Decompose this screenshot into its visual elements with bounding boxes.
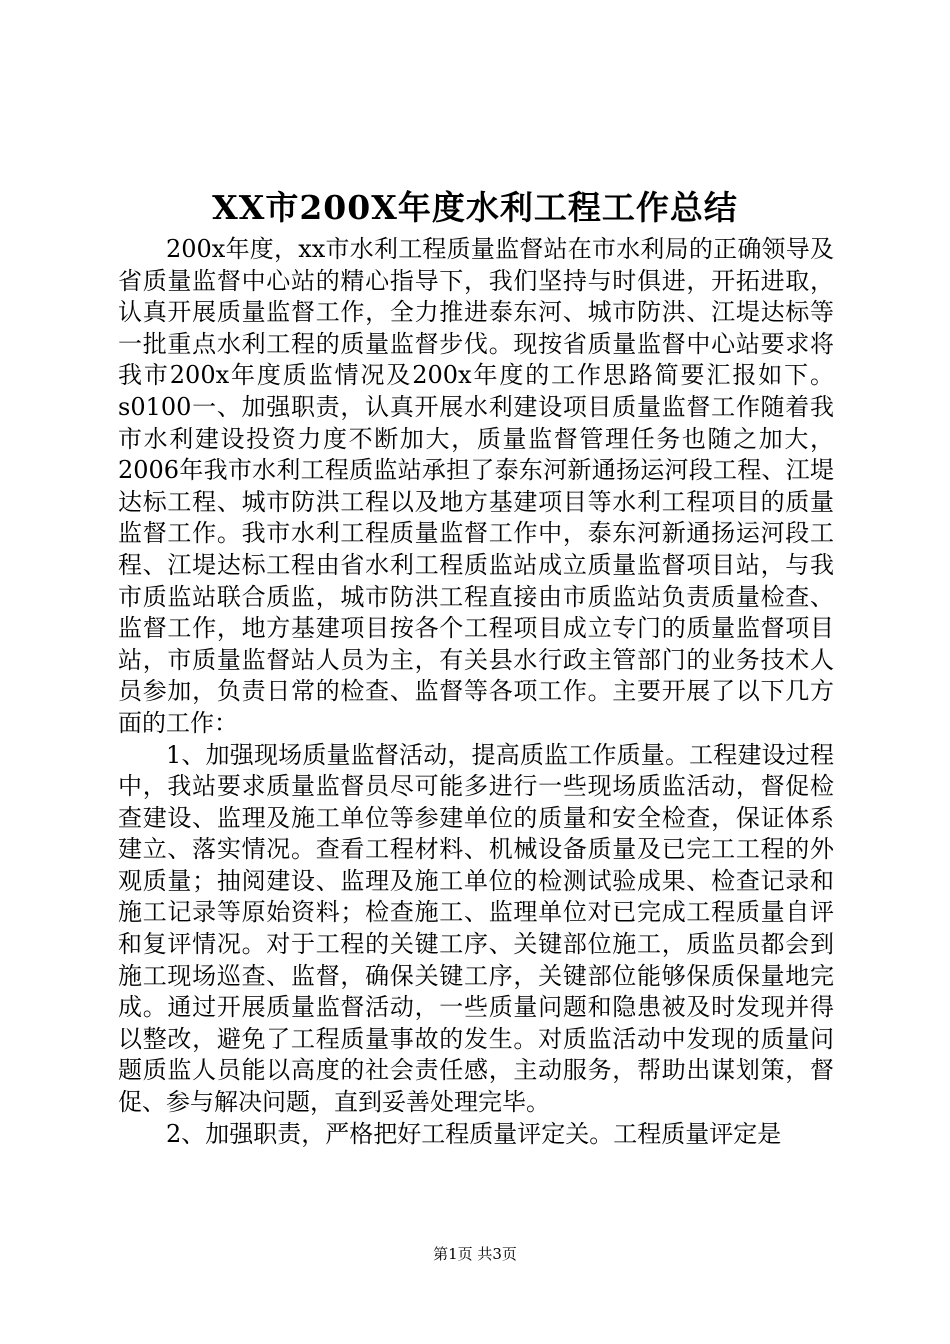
paragraph-intro: 200x年度，xx市水利工程质量监督站在市水利局的正确领导及省质量监督中心站的精心指导下，我们坚持与时俱进，开拓进取，认真开展质量监督工作，全力推进泰东河、城市防洪、江堤达标等一批重点水利工程的质量监督步伐。现按省质量监督中心站要求将我市200x年度质监情况及200x年度的工作思路简要汇报如下。s0100一、加强职责，认真开展水利建设项目质量监督工作随着我市水利建设投资力度不断加大，质量监督管理任务也随之加大，2006年我市水利工程质监站承担了泰东河新通扬运河段工程、江堤达标工程、城市防洪工程以及地方基建项目等水利工程项目的质量监督工作。我市水利工程质量监督工作中，泰东河新通扬运河段工程、江堤达标工程由省水利工程质监站成立质量监督项目站，与我市质监站联合质监，城市防洪工程直接由市质监站负责质量检查、监督工作，地方基建项目按各个工程项目成立专门的质量监督项目站，市质量监督站人员为主，有关县水行政主管部门的业务技术人员参加，负责日常的检查、监督等各项工作。主要开展了以下几方面的工作： — [118, 235, 834, 737]
paragraph-item-2: 2、加强职责，严格把好工程质量评定关。工程质量评定是 — [166, 1119, 782, 1148]
page-number: 第1页 共3页 — [433, 1245, 517, 1263]
document-body — [118, 234, 834, 1150]
document-title: XX市200X年度水利工程工作总结 — [212, 188, 738, 227]
paragraph-item-1: 1、加强现场质量监督活动，提高质监工作质量。工程建设过程中，我站要求质量监督员尽可能多进行一些现场质监活动，督促检查建设、监理及施工单位等参建单位的质量和安全检查，保证体系建立、落实情况。查看工程材料、机械设备质量及已完工工程的外观质量；抽阅建设、监理及施工单位的检测试验成果、检查记录和施工记录等原始资料；检查施工、监理单位对已完成工程质量自评和复评情况。对于工程的关键工序、关键部位施工，质监员都会到施工现场巡查、监督，确保关键工序，关键部位能够保质保量地完成。通过开展质量监督活动，一些质量问题和隐患被及时发现并得以整改，避免了工程质量事故的发生。对质监活动中发现的质量问题质监人员能以高度的社会责任感，主动服务，帮助出谋划策，督促、参与解决问题，直到妥善处理完毕。 — [118, 740, 834, 1117]
